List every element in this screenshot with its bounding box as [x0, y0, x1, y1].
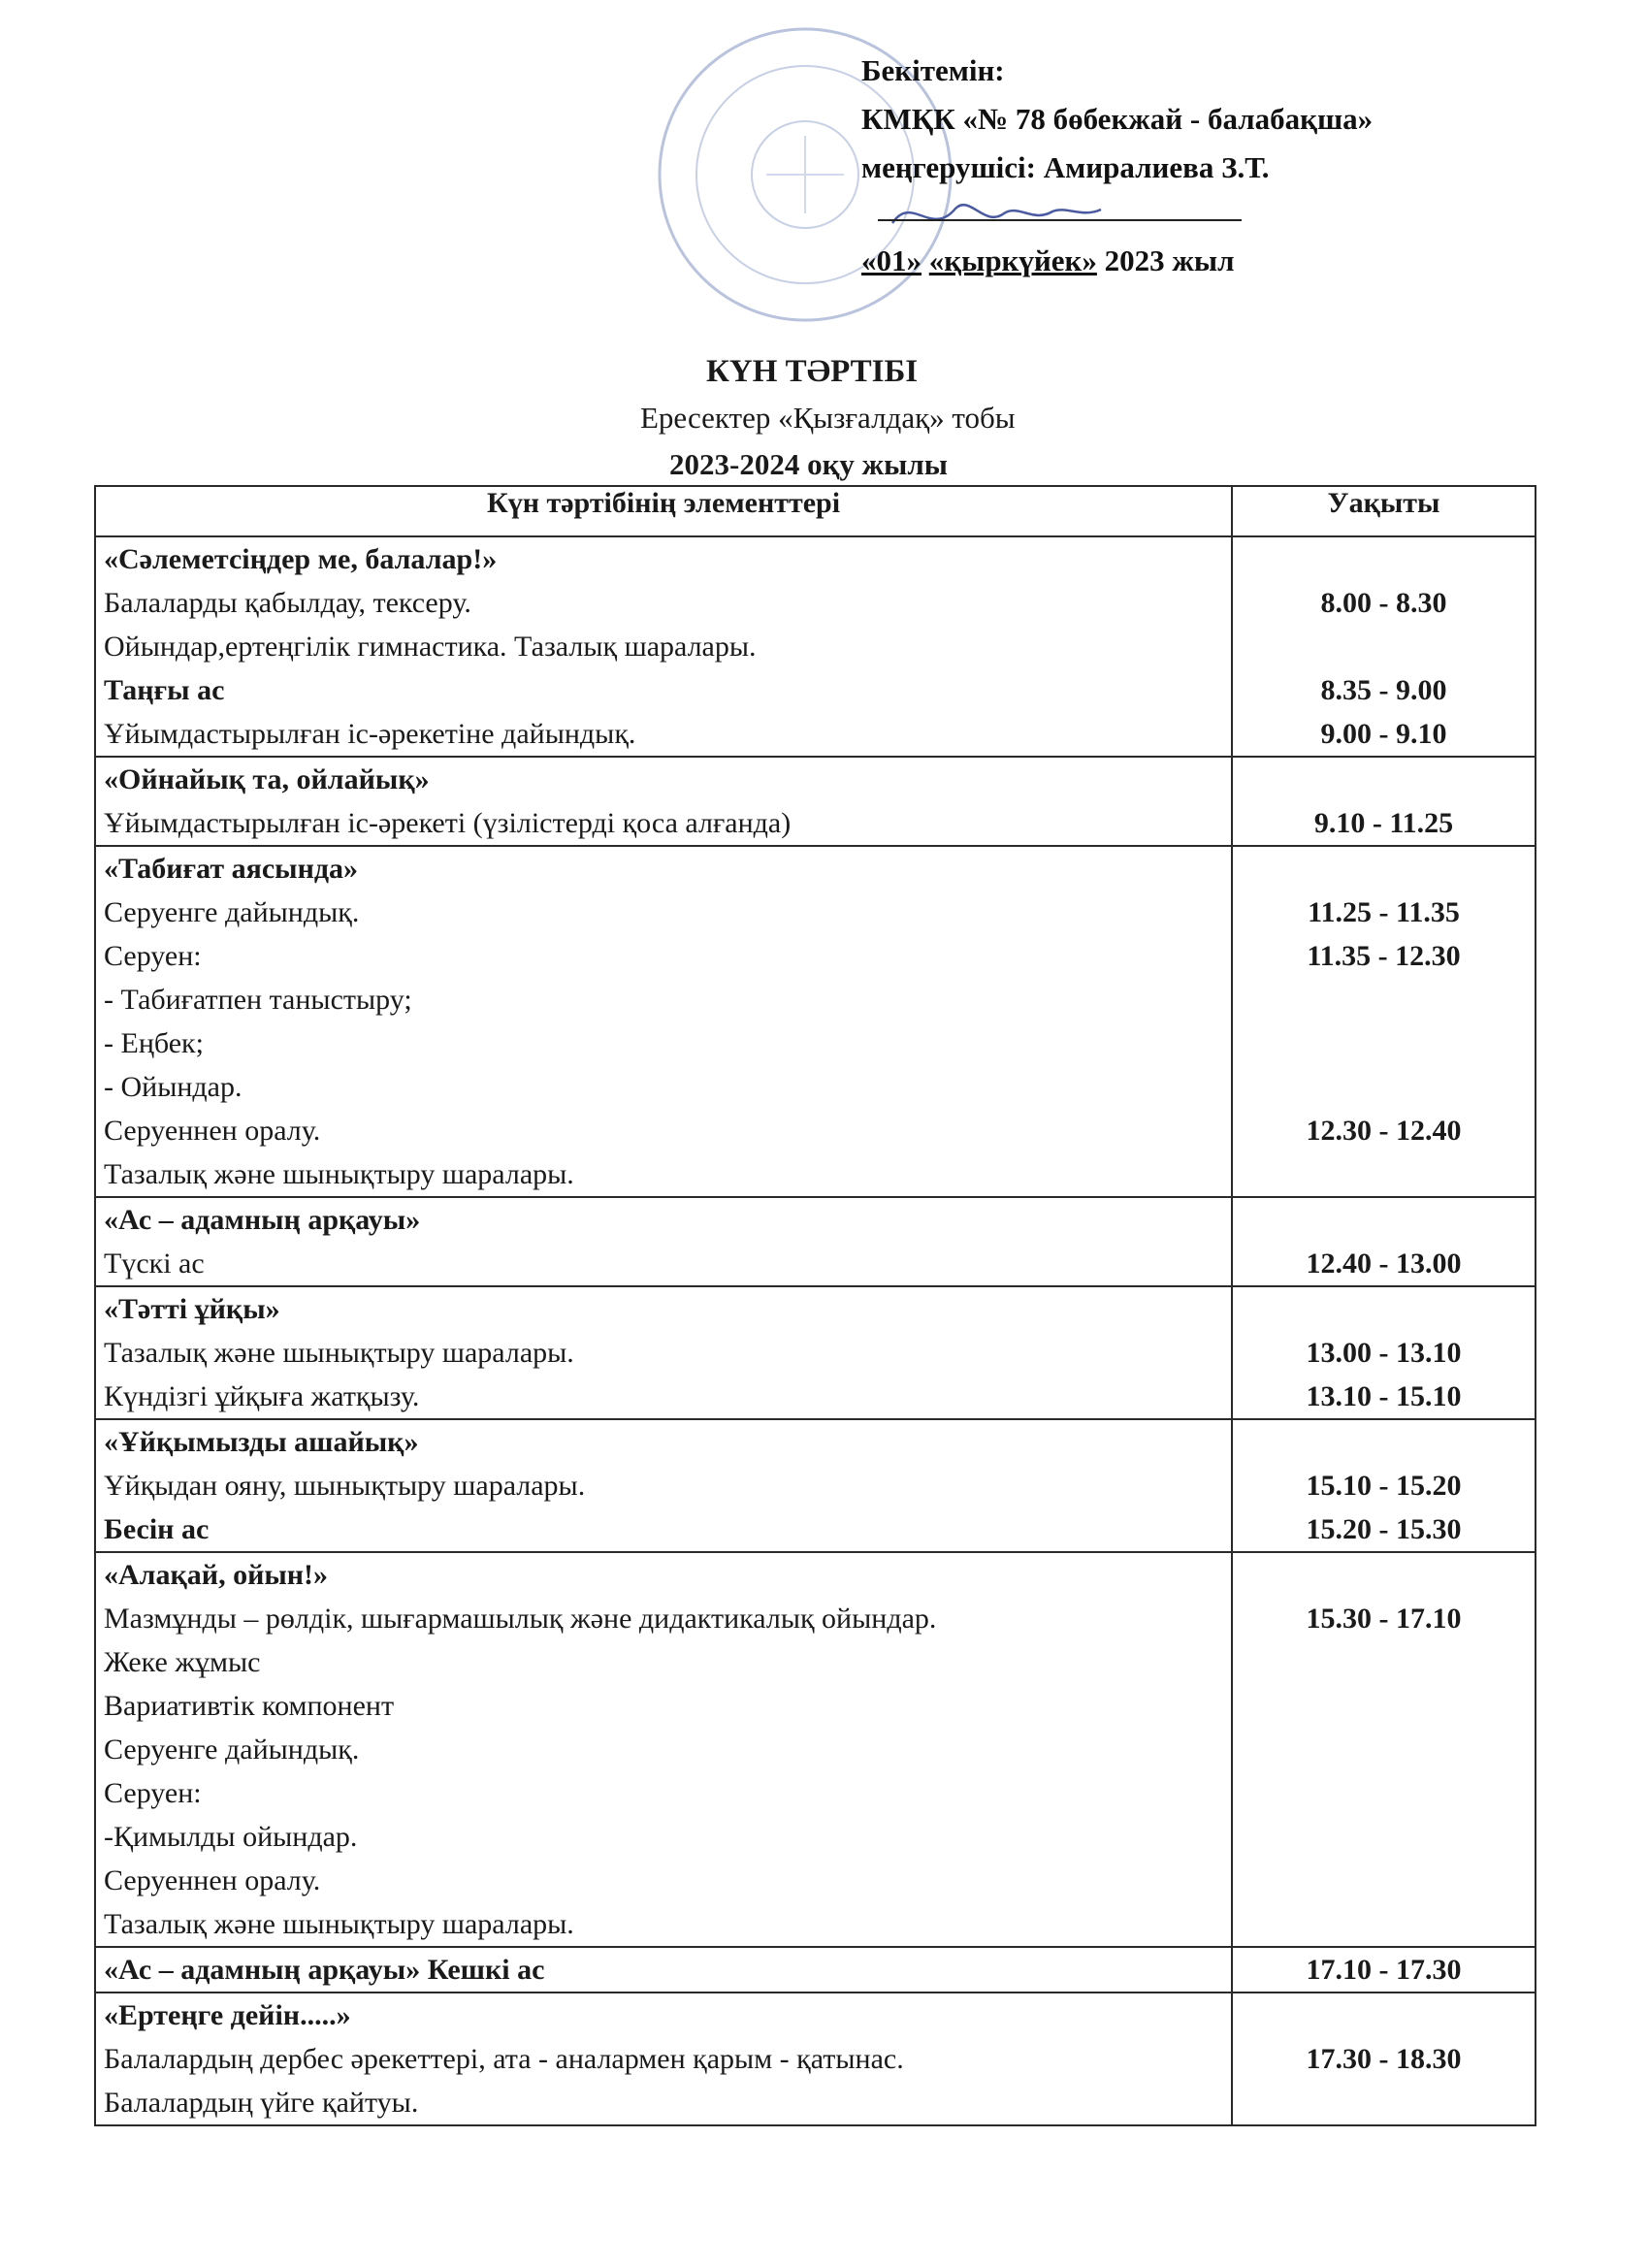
time-value: 9.00 - 9.10: [1320, 718, 1447, 750]
time-value: 11.35 - 12.30: [1307, 940, 1461, 972]
approval-head: меңгерушісі: Амиралиева З.Т.: [861, 150, 1270, 184]
section-title: «Тәтті ұйқы»: [104, 1293, 280, 1325]
time-value: [1241, 1771, 1527, 1815]
activity-line: Тазалық және шынықтыру шаралары.: [104, 1158, 574, 1190]
time-value: [1241, 1420, 1527, 1464]
time-cell: [1232, 1993, 1536, 2125]
section-title: «Ойнайық та, ойлайық»: [104, 763, 430, 795]
group-name: Ересектер «Қызғалдақ» тобы: [640, 401, 1016, 435]
activity-line: - Табиғатпен таныстыру;: [104, 984, 412, 1016]
time-value: [1241, 1684, 1527, 1728]
activity-line: Күндізгі ұйқыға жатқызу.: [104, 1380, 420, 1412]
time-cell: [1232, 1419, 1536, 1552]
time-cell: [1232, 846, 1536, 1197]
table-row: [95, 1552, 1536, 1947]
time-value: 8.00 - 8.30: [1320, 587, 1447, 619]
activity-line: Серуенге дайындық.: [104, 1733, 360, 1766]
section-title: «Сәлеметсіңдер ме, балалар!»: [104, 543, 498, 575]
activity-line: Серуен:: [104, 940, 202, 972]
schedule-table: [94, 485, 1536, 2126]
time-cell: [1232, 757, 1536, 846]
activity-cell: [95, 1552, 1232, 1947]
section-title: «Ас – адамның арқауы»: [104, 1204, 421, 1236]
time-value: [1241, 1021, 1527, 1065]
activity-cell: [95, 846, 1232, 1197]
activity-line: - Еңбек;: [104, 1027, 204, 1059]
activity-line: Ұйымдастырылған іс-әрекеті (үзілістерді қоса алғанда): [104, 807, 792, 839]
activity-cell: [95, 536, 1232, 757]
activity-cell: [95, 1197, 1232, 1286]
activity-cell: [95, 1947, 1232, 1993]
section-title: «Табиғат аясында»: [104, 853, 359, 885]
table-row: [95, 1947, 1536, 1993]
time-value: [1241, 1815, 1527, 1859]
activity-cell: [95, 1419, 1232, 1552]
header-elements: Күн тәртібінің элементтері: [95, 486, 1232, 536]
approval-block: [861, 47, 1373, 285]
time-cell: [1232, 1947, 1536, 1993]
activity-line: Жеке жұмыс: [104, 1646, 261, 1678]
time-value: [1241, 1198, 1527, 1242]
activity-line: Бесін ас: [104, 1513, 210, 1545]
time-value: 13.10 - 15.10: [1306, 1380, 1462, 1412]
activity-line: - Ойындар.: [104, 1071, 242, 1103]
activity-line: Таңғы ас: [104, 674, 225, 706]
time-value: [1241, 1287, 1527, 1331]
activity-line: Вариативтік компонент: [104, 1690, 395, 1722]
time-value: [1241, 978, 1527, 1021]
time-value: [1241, 758, 1527, 801]
approval-date: [861, 237, 1373, 285]
time-value: [1241, 1640, 1527, 1684]
time-value: [1241, 537, 1527, 581]
time-value: 8.35 - 9.00: [1320, 674, 1447, 706]
activity-cell: [95, 1993, 1232, 2125]
header-time: Уақыты: [1232, 486, 1536, 536]
time-value: [1241, 625, 1527, 668]
table-row: [95, 1286, 1536, 1419]
time-value: 15.10 - 15.20: [1306, 1470, 1462, 1502]
activity-line: Түскі ас: [104, 1247, 205, 1280]
time-cell: [1232, 536, 1536, 757]
table-row: [95, 1197, 1536, 1286]
table-row: [95, 846, 1536, 1197]
approval-title: Бекітемін:: [861, 53, 1005, 87]
time-cell: [1232, 1552, 1536, 1947]
activity-line: Балаларды қабылдау, тексеру.: [104, 587, 471, 619]
time-value: 9.10 - 11.25: [1313, 807, 1454, 839]
activity-line: Ұйқыдан ояну, шынықтыру шаралары.: [104, 1470, 586, 1502]
academic-year: 2023-2024 оқу жылы: [669, 447, 948, 481]
table-row: [95, 536, 1536, 757]
activity-cell: [95, 757, 1232, 846]
time-value: [1241, 1728, 1527, 1771]
time-value: 13.00 - 13.10: [1306, 1337, 1462, 1369]
approval-day: «01»: [861, 243, 922, 277]
time-value: [1241, 1993, 1527, 2037]
time-value: [1241, 847, 1527, 891]
activity-line: Серуеннен оралу.: [104, 1864, 321, 1896]
section-title: «Ұйқымызды ашайық»: [104, 1426, 419, 1458]
activity-line: Тазалық және шынықтыру шаралары.: [104, 1337, 574, 1369]
section-title: «Ертеңге дейін.....»: [104, 1999, 351, 2031]
approval-year: 2023 жыл: [1104, 243, 1235, 277]
activity-cell: [95, 1286, 1232, 1419]
time-value: 12.30 - 12.40: [1306, 1115, 1462, 1147]
activity-line: Балалардың үйге қайтуы.: [104, 2087, 419, 2119]
activity-line: Ойындар,ертеңгілік гимнастика. Тазалық шаралары.: [104, 631, 757, 663]
approval-month: «қыркүйек»: [928, 243, 1097, 277]
time-value: 12.40 - 13.00: [1306, 1247, 1462, 1280]
time-value: 15.30 - 17.10: [1306, 1603, 1462, 1635]
time-value: [1241, 1902, 1527, 1946]
time-cell: [1232, 1197, 1536, 1286]
signature-line: [878, 219, 1242, 221]
time-value: 17.30 - 18.30: [1306, 2043, 1462, 2075]
document-title: КҮН ТӘРТІБІ: [706, 354, 919, 389]
time-value: [1241, 1065, 1527, 1109]
time-value: 11.25 - 11.35: [1308, 896, 1460, 928]
time-value: [1241, 1859, 1527, 1902]
table-row: [95, 757, 1536, 846]
time-cell: [1232, 1286, 1536, 1419]
section-title: «Алақай, ойын!»: [104, 1559, 329, 1591]
section-title: «Ас – адамның арқауы» Кешкі ас: [104, 1954, 545, 1986]
table-row: [95, 1993, 1536, 2125]
table-row: [95, 1419, 1536, 1552]
time-value: 15.20 - 15.30: [1306, 1513, 1462, 1545]
time-value: 17.10 - 17.30: [1306, 1954, 1462, 1986]
activity-line: Ұйымдастырылған іс-әрекетіне дайындық.: [104, 718, 636, 750]
activity-line: Серуен:: [104, 1777, 202, 1809]
approval-organization: КМҚК «№ 78 бөбекжай - балабақша»: [861, 102, 1374, 136]
table-header-row: [95, 486, 1536, 536]
activity-line: Серуенге дайындық.: [104, 896, 360, 928]
activity-line: -Қимылды ойындар.: [104, 1821, 358, 1853]
signature: [873, 184, 1125, 243]
activity-line: Серуеннен оралу.: [104, 1115, 321, 1147]
activity-line: Тазалық және шынықтыру шаралары.: [104, 1908, 574, 1940]
time-value: [1241, 1152, 1527, 1196]
time-value: [1241, 2081, 1527, 2124]
activity-line: Мазмұнды – рөлдік, шығармашылық және дидактикалық ойындар.: [104, 1603, 937, 1635]
activity-line: Балалардың дербес әрекеттері, ата - аналармен қарым - қатынас.: [104, 2043, 904, 2075]
time-value: [1241, 1553, 1527, 1597]
